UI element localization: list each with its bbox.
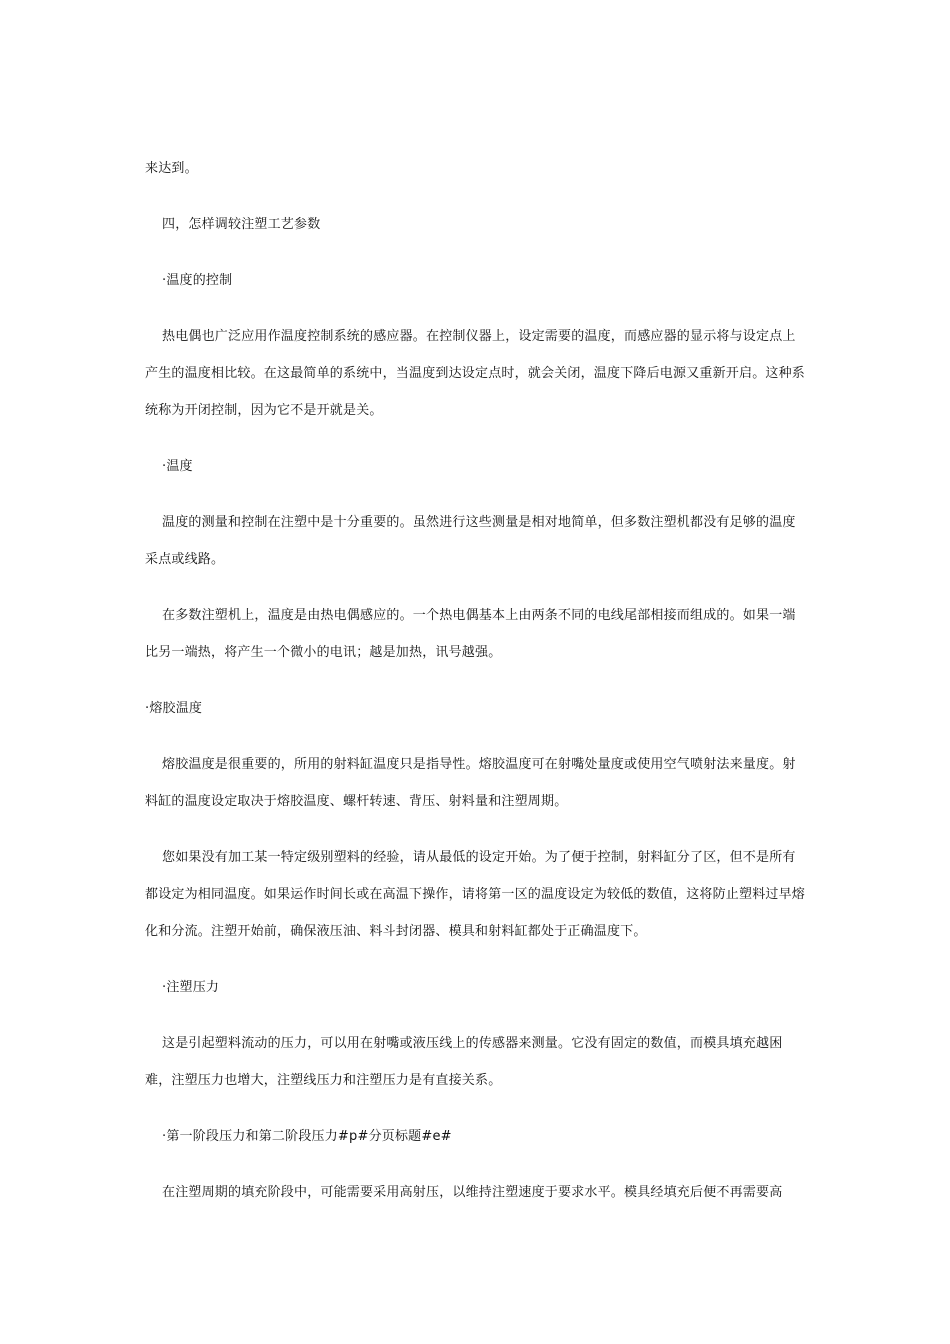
paragraph: 您如果没有加工某一特定级别塑料的经验，请从最低的设定开始。为了便于控制，射料缸分了区，但不是所有都设定为相同温度。如果运作时间长或在高温下操作，请将第一区的温度设定为较低的数值，这将防止塑料过早熔化和分流。注塑开始前，确保液压油、料斗封闭器、模具和射料缸都处于正确温度下。: [145, 850, 806, 939]
paragraph: 温度的测量和控制在注塑中是十分重要的。虽然进行这些测量是相对地简单，但多数注塑机都没有足够的温度采点或线路。: [145, 515, 796, 567]
paragraph: 热电偶也广泛应用作温度控制系统的感应器。在控制仪器上，设定需要的温度，而感应器的显示将与设定点上产生的温度相比较。在这最简单的系统中，当温度到达设定点时，就会关闭，温度下降后电源又重新开启。这种系统称为开闭控制，因为它不是开就是关。: [145, 329, 806, 418]
subheading: ·温度: [162, 459, 193, 474]
subheading: ·第一阶段压力和第二阶段压力#p#分页标题#e#: [162, 1129, 452, 1144]
paragraph: 熔胶温度是很重要的，所用的射料缸温度只是指导性。熔胶温度可在射嘴处量度或使用空气喷射法来量度。射料缸的温度设定取决于熔胶温度、螺杆转速、背压、射料量和注塑周期。: [145, 757, 796, 809]
paragraph: 在注塑周期的填充阶段中，可能需要采用高射压，以维持注塑速度于要求水平。模具经填充后便不再需要高: [162, 1185, 783, 1200]
section-heading: 四，怎样调较注塑工艺参数: [162, 217, 321, 232]
subheading: ·熔胶温度: [145, 701, 203, 716]
subheading: ·注塑压力: [162, 980, 220, 995]
document-body: [145, 150, 805, 1230]
paragraph: 来达到。: [145, 161, 198, 176]
paragraph: 这是引起塑料流动的压力，可以用在射嘴或液压线上的传感器来测量。它没有固定的数值，而模具填充越困难，注塑压力也增大，注塑线压力和注塑压力是有直接关系。: [145, 1036, 783, 1088]
paragraph: 在多数注塑机上，温度是由热电偶感应的。一个热电偶基本上由两条不同的电线尾部相接而组成的。如果一端比另一端热，将产生一个微小的电讯；越是加热，讯号越强。: [145, 608, 796, 660]
subheading: ·温度的控制: [162, 273, 233, 288]
